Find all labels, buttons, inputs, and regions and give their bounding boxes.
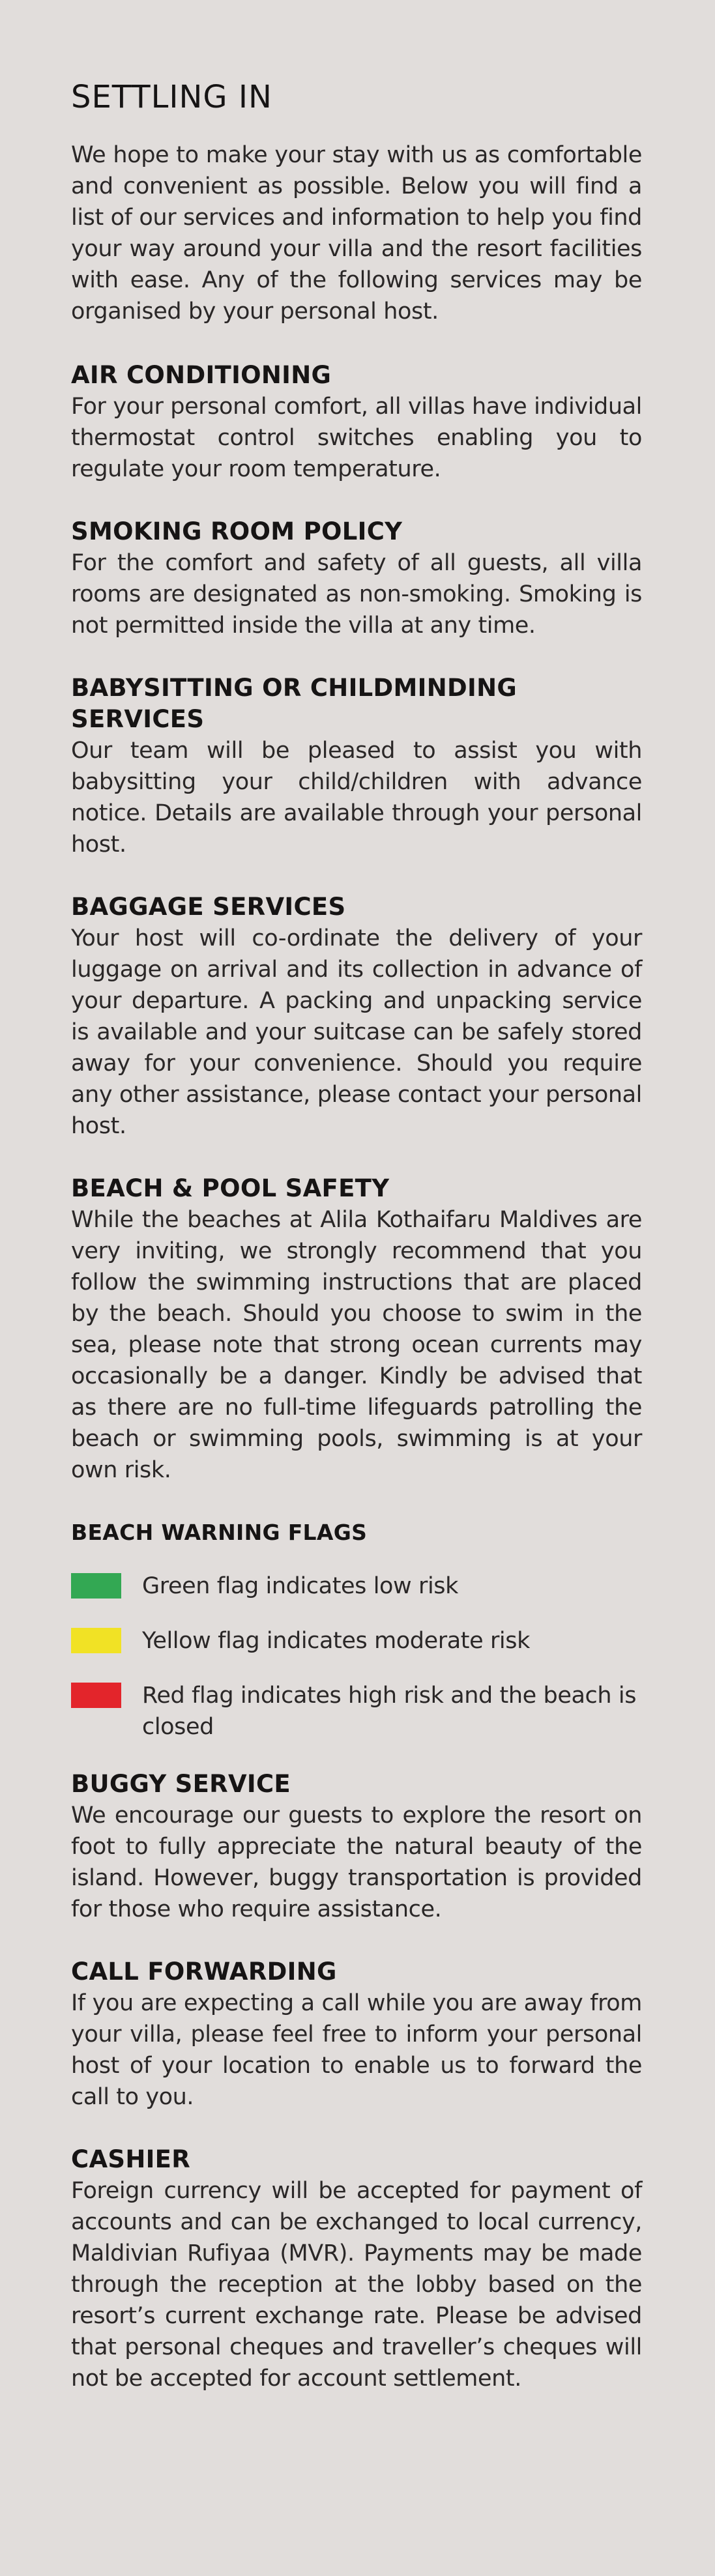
beach-warning-flags (71, 1517, 642, 1743)
section-smoking-policy (71, 516, 642, 641)
flag-description: Green flag indicates low risk (142, 1573, 459, 1599)
flag-row-yellow (71, 1625, 642, 1657)
intro-section (71, 139, 642, 327)
flag-row-green (71, 1570, 642, 1602)
page-title: SETTLING IN (71, 79, 272, 115)
section-body: Your host will co-ordinate the delivery of your luggage on arrival and its collection in advance of your departure. A packing and unpacking service is available and your suitcase can be safely stored away for your convenience. Should you require any other assistance, please contact your personal host. (71, 925, 642, 1139)
section-heading: SMOKING ROOM POLICY (71, 517, 403, 545)
flags-heading: BEACH WARNING FLAGS (71, 1520, 368, 1545)
section-body: For the comfort and safety of all guests, all villa rooms are designated as non-smoking. Smoking is not permitted inside the villa at any time. (71, 550, 642, 639)
section-buggy-service (71, 1769, 642, 1925)
intro-paragraph: We hope to make your stay with us as comfortable and convenient as possible. Below you will find a list of our services and information to help you find your way around your villa and the resort facilities with ease. Any of the following services may be organised by your personal host. (71, 142, 642, 325)
section-heading: BUGGY SERVICE (71, 1770, 291, 1798)
section-air-conditioning (71, 360, 642, 485)
yellow-flag-icon (71, 1628, 121, 1653)
section-call-forwarding (71, 1956, 642, 2113)
section-heading: BAGGAGE SERVICES (71, 893, 346, 921)
section-cashier (71, 2144, 642, 2394)
section-heading: CALL FORWARDING (71, 1958, 337, 1986)
green-flag-icon (71, 1573, 121, 1599)
section-beach-pool-safety (71, 1173, 642, 1486)
red-flag-icon (71, 1683, 121, 1708)
section-heading: CASHIER (71, 2145, 191, 2173)
section-body: We encourage our guests to explore the resort on foot to fully appreciate the natural beauty of the island. However, buggy transportation is provided for those who require assistance. (71, 1802, 642, 1922)
section-body: Foreign currency will be accepted for payment of accounts and can be exchanged to local currency, Maldivian Rufiyaa (MVR). Payments may be made through the reception at the lobby based on the resort’s current exchange rate. Please be advised that personal cheques and traveller’s cheques will not be accepted for account settlement. (71, 2178, 642, 2392)
section-heading: BABYSITTING OR CHILDMINDING SERVICES (71, 674, 518, 733)
section-heading: AIR CONDITIONING (71, 361, 332, 389)
section-body: If you are expecting a call while you are away from your villa, please feel free to inform your personal host of your location to enable us to forward the call to you. (71, 1990, 642, 2110)
section-body: While the beaches at Alila Kothaifaru Maldives are very inviting, we strongly recommend that you follow the swimming instructions that are placed by the beach. Should you choose to swim in the sea, please note that strong ocean currents may occasionally be a danger. Kindly be advised that as there are no full-time lifeguards patrolling the beach or swimming pools, swimming is at your own risk. (71, 1207, 642, 1483)
flag-row-red (71, 1680, 642, 1743)
section-body: Our team will be pleased to assist you with babysitting your child/children with advance notice. Details are available through your personal host. (71, 738, 642, 858)
section-heading: BEACH & POOL SAFETY (71, 1174, 390, 1202)
settling-in-page (71, 77, 642, 2425)
flag-description: Red flag indicates high risk and the beach is closed (142, 1683, 637, 1740)
flag-description: Yellow flag indicates moderate risk (142, 1628, 530, 1654)
section-babysitting (71, 673, 642, 860)
section-baggage (71, 891, 642, 1142)
section-body: For your personal comfort, all villas have individual thermostat control switches enabling you to regulate your room temperature. (71, 394, 642, 482)
